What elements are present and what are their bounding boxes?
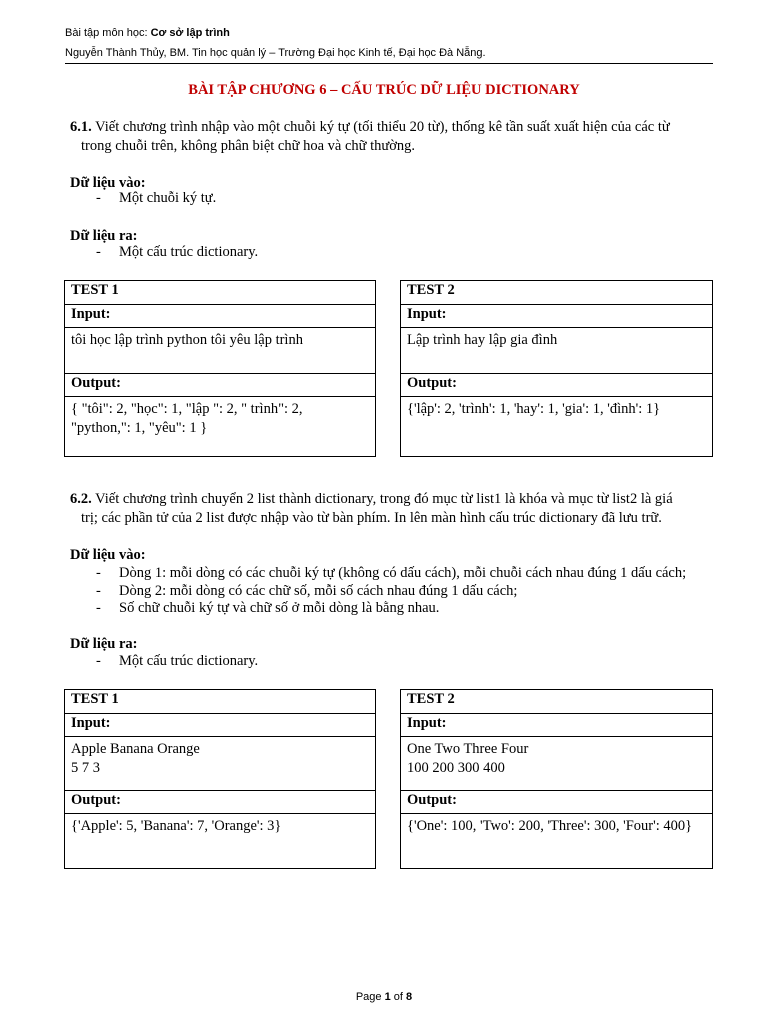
- course-header: [65, 26, 715, 40]
- header-divider: [65, 63, 713, 64]
- test-box-1-2: [400, 280, 713, 457]
- output-item: [96, 653, 258, 670]
- test-input-label: Input:: [401, 714, 712, 737]
- output-item: [96, 244, 258, 261]
- output-item-text: Một cấu trúc dictionary.: [119, 244, 259, 260]
- page-word: Page: [355, 991, 385, 1003]
- exercise-text-line2: trị; các phần tử của 2 list được nhập vào từ bàn phím. In lên màn hình cấu trúc dictionary đã lưu trữ.: [81, 510, 662, 526]
- bullet-dash: -: [96, 244, 101, 260]
- test-title: TEST 2: [401, 690, 712, 714]
- exercise-number: 6.2.: [70, 491, 92, 507]
- test-output-label: Output:: [401, 791, 712, 814]
- bullet-dash: -: [96, 565, 101, 581]
- test-input-value: tôi học lập trình python tôi yêu lập trình: [65, 328, 375, 374]
- page-number: 1: [384, 991, 391, 1003]
- input-label: Dữ liệu vào:: [70, 547, 146, 563]
- page-title: BÀI TẬP CHƯƠNG 6 – CẤU TRÚC DỮ LIỆU DICTIONARY: [188, 82, 580, 98]
- test-output-value: {'lập': 2, 'trình': 1, 'hay': 1, 'gia': 1, 'đình': 1}: [407, 401, 661, 417]
- page-total: 8: [406, 991, 413, 1003]
- test-box-2-2: [400, 689, 713, 869]
- input-item-text: Số chữ chuỗi ký tự và chữ số ở mỗi dòng là bằng nhau.: [119, 600, 440, 616]
- input-item: [96, 600, 439, 617]
- test-box-1-1: [64, 280, 376, 457]
- exercise-text-line2: trong chuỗi trên, không phân biệt chữ hoa và chữ thường.: [81, 138, 416, 154]
- test-output-value: {'One': 100, 'Two': 200, 'Three': 300, 'Four': 400}: [407, 818, 693, 834]
- exercise-text-line1: Viết chương trình chuyển 2 list thành dictionary, trong đó mục từ list1 là khóa và mục từ list2 là giá: [95, 491, 673, 507]
- test-output-value: {'Apple': 5, 'Banana': 7, 'Orange': 3}: [71, 818, 282, 834]
- course-prefix: Bài tập môn học:: [65, 27, 151, 39]
- test-box-2-1: [64, 689, 376, 869]
- test-output-label: Output:: [401, 374, 712, 397]
- test-input-label: Input:: [65, 305, 375, 328]
- bullet-dash: -: [96, 583, 101, 599]
- course-name: Cơ sở lập trình: [150, 27, 230, 39]
- output-label: Dữ liệu ra:: [70, 228, 138, 244]
- bullet-dash: -: [96, 653, 101, 669]
- test-input-value: One Two Three Four 100 200 300 400: [401, 737, 712, 791]
- bullet-dash: -: [96, 600, 101, 616]
- exercise-text-line1: Viết chương trình nhập vào một chuỗi ký tự (tối thiểu 20 từ), thống kê tần suất xuất hiện của các từ: [95, 119, 670, 135]
- input-item-text: Một chuỗi ký tự.: [119, 190, 217, 206]
- test-title: TEST 2: [401, 281, 712, 305]
- input-item: [96, 190, 216, 207]
- test-title: TEST 1: [65, 690, 375, 714]
- test-input-value: Lập trình hay lập gia đình: [401, 328, 712, 374]
- exercise-number: 6.1.: [70, 119, 92, 135]
- test-input-label: Input:: [401, 305, 712, 328]
- test-output-label: Output:: [65, 374, 375, 397]
- page-footer: [0, 991, 768, 1003]
- of-word: of: [390, 991, 407, 1003]
- input-label: Dữ liệu vào:: [70, 175, 146, 191]
- exercise-6-1-statement: [70, 118, 720, 156]
- test-output-label: Output:: [65, 791, 375, 814]
- bullet-dash: -: [96, 190, 101, 206]
- output-item-text: Một cấu trúc dictionary.: [119, 653, 259, 669]
- test-title: TEST 1: [65, 281, 375, 305]
- exercise-6-2-statement: [70, 490, 720, 528]
- test-output-value: { "tôi": 2, "học": 1, "lập ": 2, " trình": 2, "python,": 1, "yêu": 1 }: [71, 401, 303, 436]
- input-item-text: Dòng 2: mỗi dòng có các chữ số, mỗi số cách nhau đúng 1 dấu cách;: [119, 583, 518, 599]
- input-item: [96, 583, 517, 600]
- output-label: Dữ liệu ra:: [70, 636, 138, 652]
- input-item-text: Dòng 1: mỗi dòng có các chuỗi ký tự (không có dấu cách), mỗi chuỗi cách nhau đúng 1 dấu cách;: [119, 565, 687, 581]
- test-input-label: Input:: [65, 714, 375, 737]
- input-item: [96, 565, 686, 582]
- author-line: Nguyễn Thành Thủy, BM. Tin học quản lý – Trường Đại học Kinh tế, Đại học Đà Nẵng.: [65, 47, 486, 59]
- test-input-value: Apple Banana Orange 5 7 3: [65, 737, 375, 791]
